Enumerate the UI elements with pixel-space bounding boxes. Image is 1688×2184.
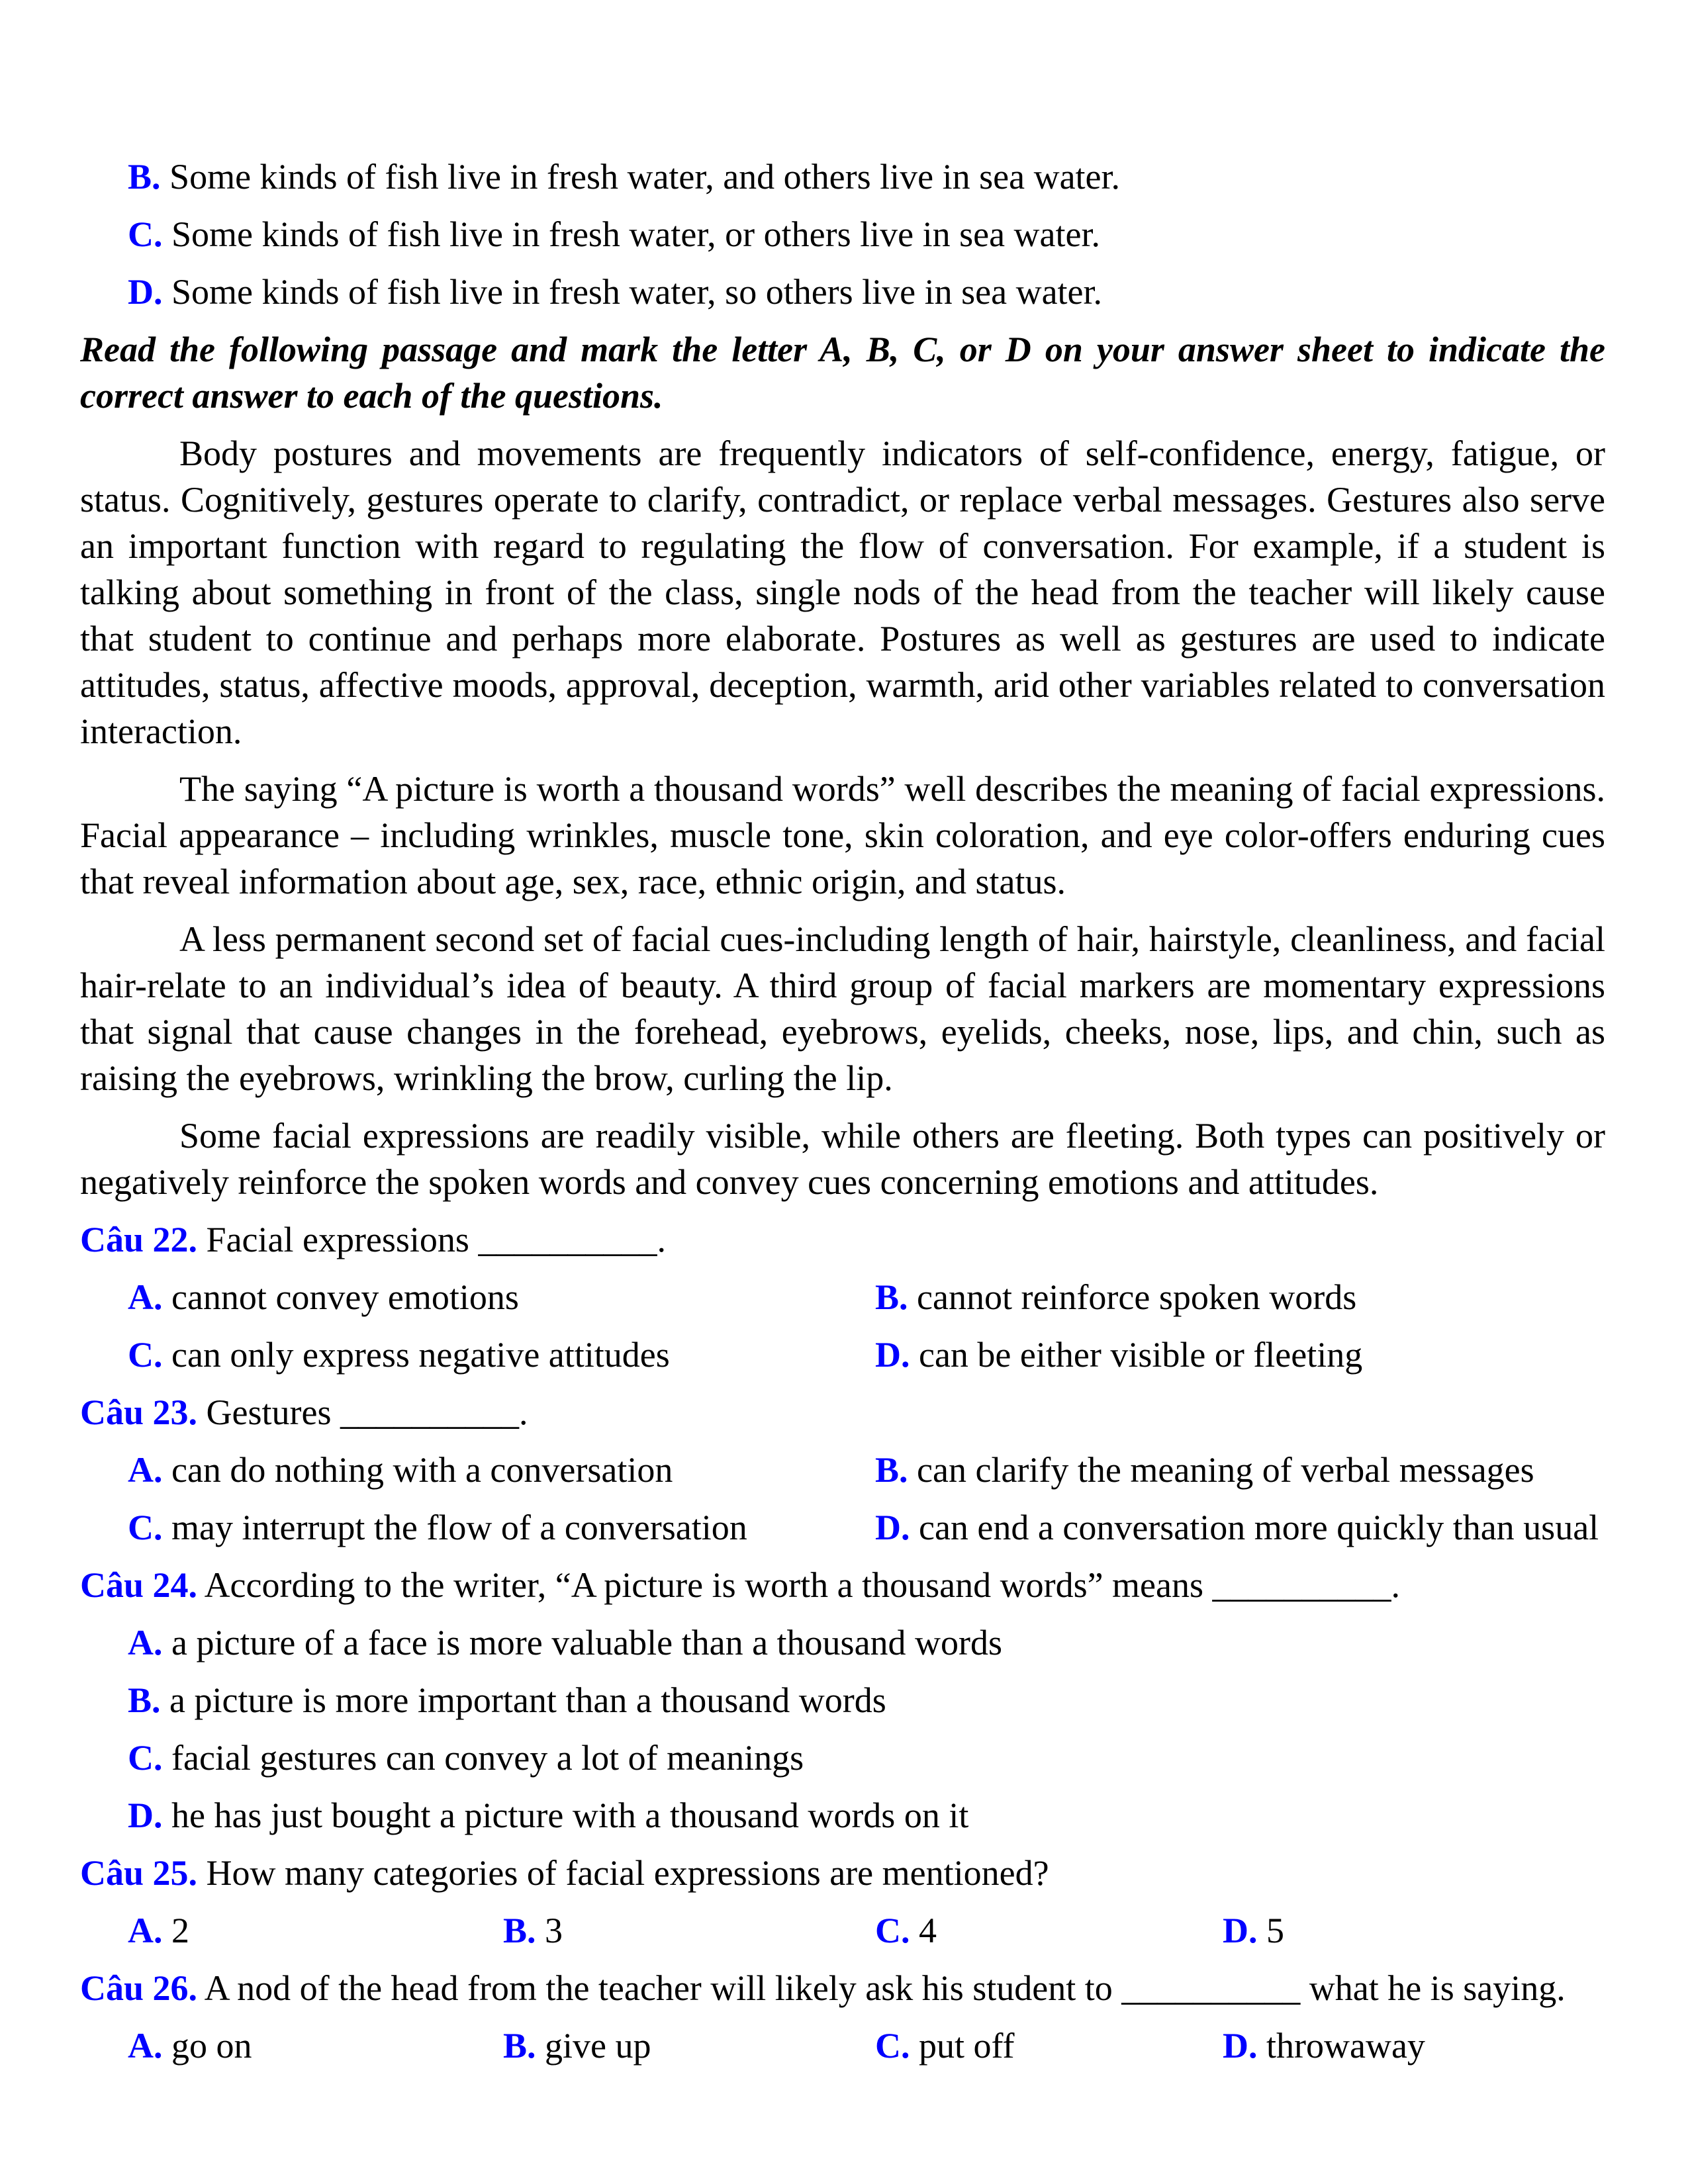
option-text: 5 — [1266, 1911, 1284, 1950]
option-text: cannot convey emotions — [171, 1277, 519, 1317]
passage-paragraph-4: Some facial expressions are readily visible, while others are fleeting. Both types can positively or negatively reinforce the spoken words and convey cues concerning emotions and attitudes. — [80, 1116, 1605, 1202]
option-letter: B. — [875, 1277, 908, 1317]
option-text: can only express negative attitudes — [171, 1335, 670, 1375]
question-23 — [80, 1389, 1605, 1435]
option-letter: C. — [128, 1508, 163, 1547]
question-label: Câu 23. — [80, 1392, 198, 1432]
option-d[interactable] — [1223, 1907, 1284, 1954]
option-letter: B. — [503, 2026, 536, 2066]
option-text: may interrupt the flow of a conversation — [171, 1508, 747, 1547]
question-label: Câu 26. — [80, 1968, 198, 2008]
question-stem-end: . — [657, 1220, 666, 1259]
option-letter: C. — [875, 1911, 910, 1950]
option-b[interactable] — [503, 1907, 875, 1954]
option-text: a picture of a face is more valuable than a thousand words — [171, 1623, 1003, 1662]
option-letter: A. — [128, 1911, 163, 1950]
option-letter: D. — [1223, 1911, 1258, 1950]
question-stem: Facial expressions — [206, 1220, 469, 1259]
option-text: 4 — [919, 1911, 937, 1950]
option-letter: B. — [128, 1680, 161, 1720]
options-row — [80, 2023, 1605, 2069]
option-letter: A. — [128, 1277, 163, 1317]
option-letter: A. — [128, 1623, 163, 1662]
question-stem: How many categories of facial expressions are mentioned? — [206, 1853, 1049, 1893]
option-text: can clarify the meaning of verbal messages — [917, 1450, 1534, 1490]
option-b[interactable] — [875, 1274, 1356, 1320]
option-letter: D. — [875, 1508, 910, 1547]
option-c[interactable] — [875, 2023, 1223, 2069]
option-letter: C. — [128, 214, 163, 254]
option-text: 2 — [171, 1911, 189, 1950]
exam-page — [80, 154, 1605, 2080]
answer-blank: __________ — [340, 1392, 519, 1432]
option-text: a picture is more important than a thousand words — [169, 1680, 886, 1720]
answer-blank: __________ — [1121, 1968, 1301, 2008]
options-row — [80, 1274, 1605, 1320]
question-stem: Gestures — [206, 1392, 332, 1432]
options-row — [80, 1907, 1605, 1954]
option-text: Some kinds of fish live in fresh water, and others live in sea water. — [169, 157, 1121, 197]
options-row — [80, 1504, 1605, 1551]
option-c[interactable] — [80, 1735, 1605, 1781]
option-letter: D. — [1223, 2026, 1258, 2066]
option-a[interactable] — [128, 1274, 875, 1320]
question-label: Câu 25. — [80, 1853, 198, 1893]
question-stem-end: . — [518, 1392, 528, 1432]
option-text: can be either visible or fleeting — [919, 1335, 1363, 1375]
option-c[interactable] — [128, 1504, 875, 1551]
prev-option-d — [80, 269, 1605, 315]
option-text: go on — [171, 2026, 252, 2066]
question-25 — [80, 1850, 1605, 1896]
option-d[interactable] — [875, 1504, 1599, 1551]
option-d[interactable] — [1223, 2023, 1425, 2069]
option-text: Some kinds of fish live in fresh water, so others live in sea water. — [171, 272, 1103, 312]
question-stem: A nod of the head from the teacher will likely ask his student to — [204, 1968, 1113, 2008]
question-22 — [80, 1216, 1605, 1263]
question-label: Câu 24. — [80, 1565, 198, 1605]
prev-option-c — [80, 211, 1605, 257]
question-stem-end: what he is saying. — [1309, 1968, 1566, 2008]
options-row — [80, 1447, 1605, 1493]
option-text: put off — [919, 2026, 1015, 2066]
option-b[interactable] — [503, 2023, 875, 2069]
option-d[interactable] — [875, 1332, 1362, 1378]
option-letter: A. — [128, 2026, 163, 2066]
option-text: can do nothing with a conversation — [171, 1450, 673, 1490]
option-a[interactable] — [128, 1447, 875, 1493]
answer-blank: __________ — [478, 1220, 657, 1259]
option-b[interactable] — [875, 1447, 1534, 1493]
passage-paragraph-2: The saying “A picture is worth a thousand words” well describes the meaning of facial expressions. Facial appearance – including wrinkles, muscle tone, skin coloration, and eye color-offers enduring cues that reveal information about age, sex, race, ethnic origin, and status. — [80, 769, 1605, 901]
prev-option-b — [80, 154, 1605, 200]
options-row — [80, 1332, 1605, 1378]
option-text: cannot reinforce spoken words — [917, 1277, 1357, 1317]
option-letter: B. — [875, 1450, 908, 1490]
option-d[interactable] — [80, 1792, 1605, 1839]
answer-blank: __________ — [1212, 1565, 1391, 1605]
option-letter: A. — [128, 1450, 163, 1490]
option-letter: C. — [128, 1738, 163, 1778]
question-stem-end: . — [1391, 1565, 1401, 1605]
option-a[interactable] — [128, 2023, 503, 2069]
option-letter: C. — [128, 1335, 163, 1375]
option-letter: B. — [503, 1911, 536, 1950]
question-label: Câu 22. — [80, 1220, 198, 1259]
option-b[interactable] — [80, 1677, 1605, 1723]
passage-paragraph-1: Body postures and movements are frequently indicators of self-confidence, energy, fatigue, or status. Cognitively, gestures operate to clarify, contradict, or replace verbal messages. Gestures also serve an important function with regard to regulating the flow of conversation. For example, if a student is talking about something in front of the class, single nods of the head from the teacher will likely cause that student to continue and perhaps more elaborate. Postures as well as gestures are used to indicate attitudes, status, affective moods, approval, deception, warmth, arid other variables related to conversation interaction. — [80, 433, 1605, 751]
option-letter: B. — [128, 157, 161, 197]
option-c[interactable] — [875, 1907, 1223, 1954]
option-letter: D. — [875, 1335, 910, 1375]
section-instruction: Read the following passage and mark the letter A, B, C, or D on your answer sheet to indicate the correct answer to each of the questions. — [80, 330, 1605, 416]
question-26 — [80, 1965, 1605, 2011]
option-text: Some kinds of fish live in fresh water, or others live in sea water. — [171, 214, 1100, 254]
option-c[interactable] — [128, 1332, 875, 1378]
option-a[interactable] — [80, 1619, 1605, 1666]
option-text: facial gestures can convey a lot of meanings — [171, 1738, 804, 1778]
option-a[interactable] — [128, 1907, 503, 1954]
passage-paragraph-3: A less permanent second set of facial cues-including length of hair, hairstyle, cleanliness, and facial hair-relate to an individual’s idea of beauty. A third group of facial markers are momentary expressions that signal that cause changes in the forehead, eyebrows, eyelids, cheeks, nose, lips, and chin, such as raising the eyebrows, wrinkling the brow, curling the lip. — [80, 919, 1605, 1098]
option-letter: C. — [875, 2026, 910, 2066]
option-text: 3 — [545, 1911, 563, 1950]
option-text: throwaway — [1266, 2026, 1425, 2066]
question-24 — [80, 1562, 1605, 1608]
option-text: he has just bought a picture with a thousand words on it — [171, 1796, 969, 1835]
question-stem: According to the writer, “A picture is worth a thousand words” means — [204, 1565, 1204, 1605]
option-letter: D. — [128, 1796, 163, 1835]
option-letter: D. — [128, 272, 163, 312]
option-text: give up — [545, 2026, 651, 2066]
option-text: can end a conversation more quickly than usual — [919, 1508, 1599, 1547]
